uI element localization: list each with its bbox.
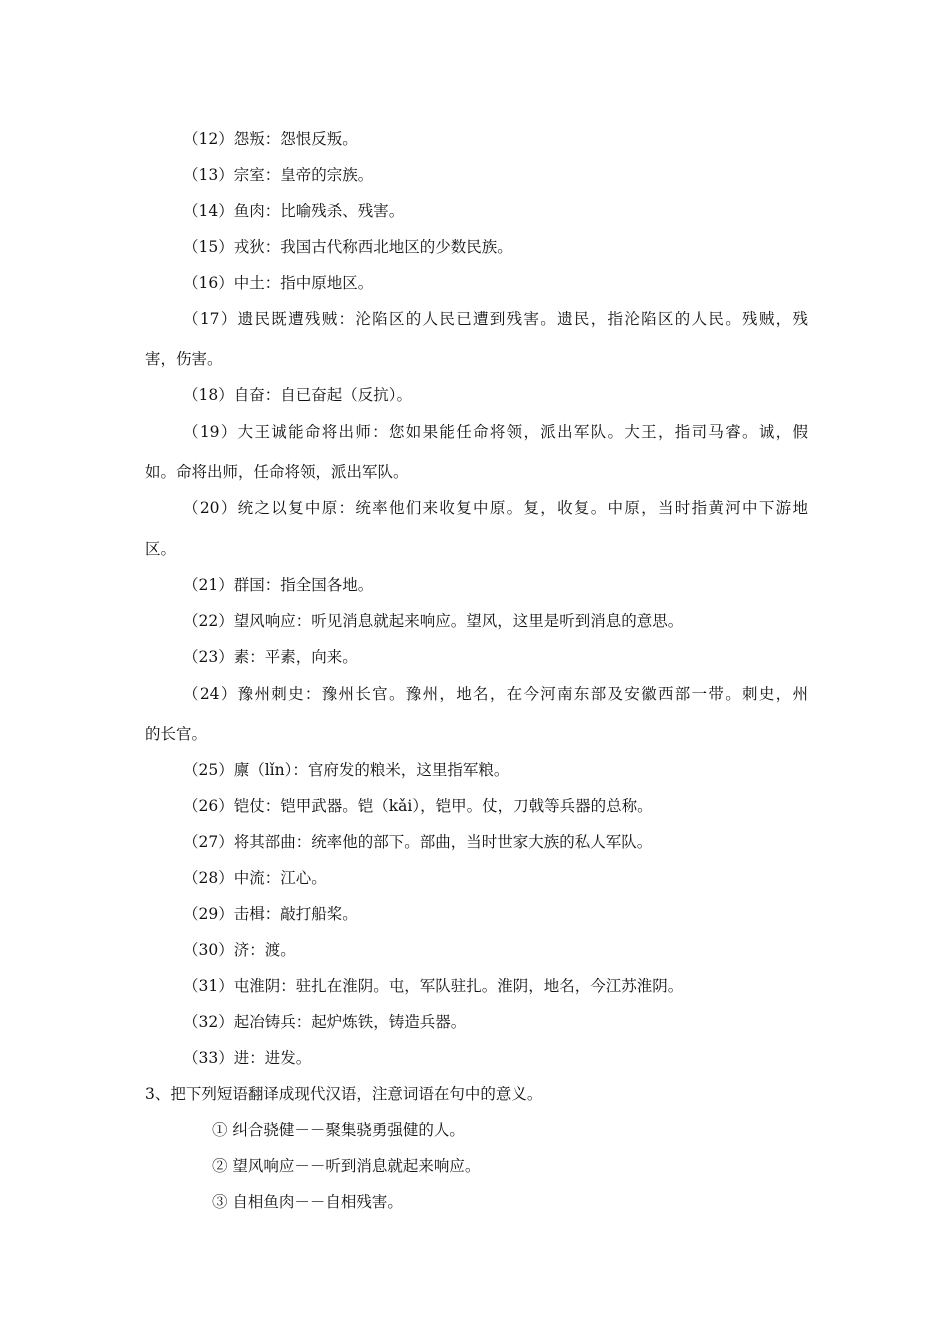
- note-33: （33）进：进发。: [183, 1049, 312, 1067]
- note-21: （21）群国：指全国各地。: [183, 576, 374, 594]
- note-29: （29）击楫：敲打船桨。: [183, 905, 358, 923]
- note-24: （24）豫州刺史：豫州长官。豫州，地名，在今河南东部及安徽西部一带。刺史，州: [183, 685, 808, 703]
- note-20: （20）统之以复中原：统率他们来收复中原。复，收复。中原，当时指黄河中下游地: [183, 499, 808, 517]
- note-22: （22）望风响应：听见消息就起来响应。望风，这里是听到消息的意思。: [183, 612, 684, 630]
- note-23: （23）素：平素，向来。: [183, 648, 358, 666]
- translation-item-1: ① 纠合骁健－－聚集骁勇强健的人。: [212, 1121, 465, 1139]
- note-15: （15）戎狄：我国古代称西北地区的少数民族。: [183, 238, 513, 256]
- note-24-continued: 的长官。: [145, 725, 208, 743]
- note-20-continued: 区。: [145, 540, 177, 558]
- translation-item-3: ③ 自相鱼肉－－自相残害。: [212, 1193, 403, 1211]
- note-19-continued: 如。命将出师，任命将领，派出军队。: [145, 463, 409, 481]
- note-27: （27）将其部曲：统率他的部下。部曲，当时世家大族的私人军队。: [183, 833, 653, 851]
- note-31: （31）屯淮阴：驻扎在淮阴。屯，军队驻扎。淮阴，地名，今江苏淮阴。: [183, 977, 684, 995]
- note-12: （12）怨叛：怨恨反叛。: [183, 130, 358, 148]
- note-19: （19）大王诚能命将出师：您如果能任命将领，派出军队。大王，指司马睿。诚，假: [183, 423, 808, 441]
- note-16: （16）中土：指中原地区。: [183, 274, 374, 292]
- note-17: （17）遗民既遭残贼：沦陷区的人民已遭到残害。遗民，指沦陷区的人民。残贼，残: [183, 310, 808, 328]
- note-18: （18）自奋：自已奋起（反抗）。: [183, 386, 412, 404]
- note-14: （14）鱼肉：比喻残杀、残害。: [183, 202, 405, 220]
- note-13: （13）宗室：皇帝的宗族。: [183, 166, 374, 184]
- note-30: （30）济：渡。: [183, 941, 296, 959]
- section-3-heading: 3、把下列短语翻译成现代汉语，注意词语在句中的意义。: [145, 1085, 543, 1103]
- translation-item-2: ② 望风响应－－听到消息就起来响应。: [212, 1157, 481, 1175]
- note-28: （28）中流：江心。: [183, 869, 327, 887]
- note-26: （26）铠仗：铠甲武器。铠（kǎi），铠甲。仗，刀戟等兵器的总称。: [183, 797, 653, 815]
- note-32: （32）起冶铸兵：起炉炼铁，铸造兵器。: [183, 1013, 467, 1031]
- note-17-continued: 害，伤害。: [145, 350, 223, 368]
- note-25: （25）廪（lǐn）：官府发的粮米，这里指军粮。: [183, 761, 510, 779]
